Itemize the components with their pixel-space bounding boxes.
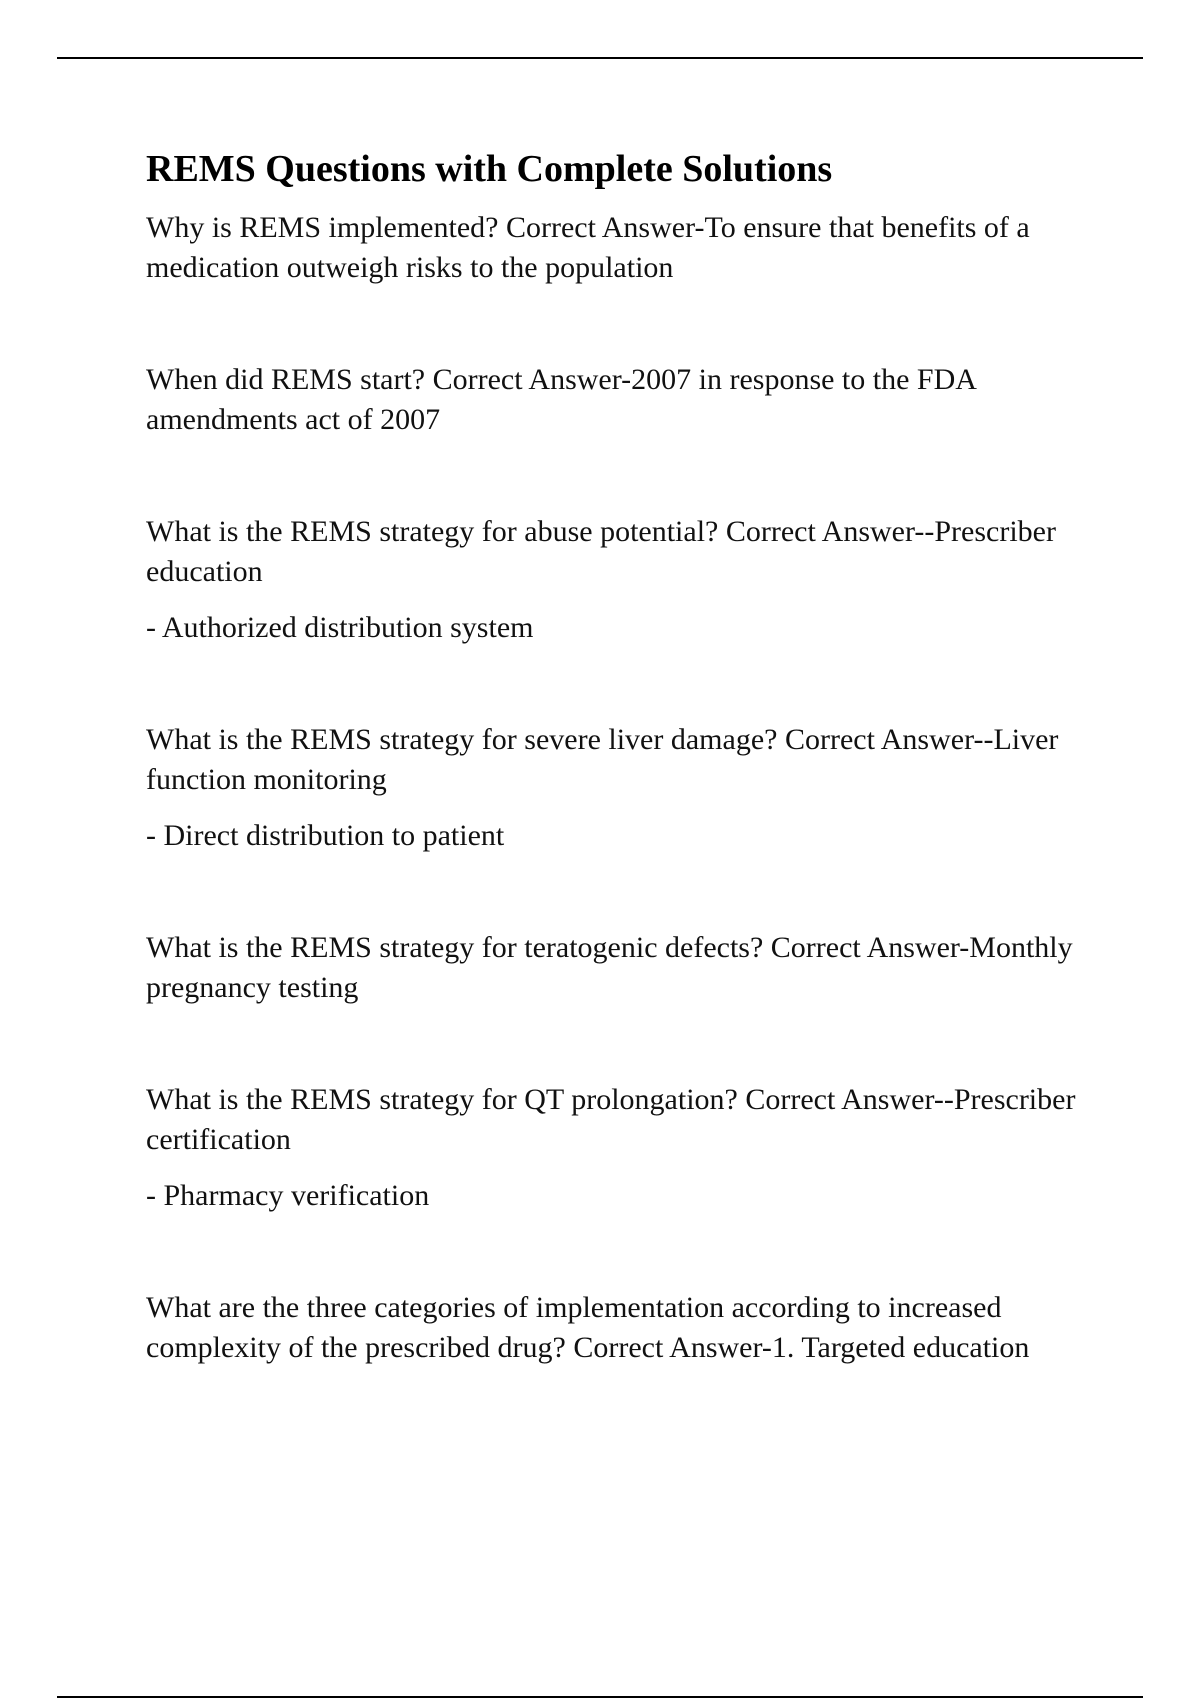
qa-text: What is the REMS strategy for severe liver damage? Correct Answer--Liver function monitoring — [146, 723, 1059, 796]
qa-extra-line: - Pharmacy verification — [146, 1179, 430, 1212]
qa-text: What is the REMS strategy for teratogenic defects? Correct Answer-Monthly pregnancy testing — [146, 931, 1073, 1004]
document-body — [146, 146, 1086, 1368]
qa-text: What is the REMS strategy for abuse potential? Correct Answer--Prescriber education — [146, 515, 1056, 588]
qa-text: What is the REMS strategy for QT prolongation? Correct Answer--Prescriber certification — [146, 1083, 1076, 1156]
qa-text: Why is REMS implemented? Correct Answer-To ensure that benefits of a medication outweigh risks to the population — [146, 211, 1030, 284]
qa-item — [146, 512, 1086, 648]
qa-text: What are the three categories of implementation according to increased complexity of the prescribed drug? Correct Answer-1. Targeted education — [146, 1291, 1030, 1364]
qa-item — [146, 928, 1086, 1008]
qa-text: When did REMS start? Correct Answer-2007 in response to the FDA amendments act of 2007 — [146, 363, 976, 436]
qa-item — [146, 1080, 1086, 1216]
qa-extra-line: - Direct distribution to patient — [146, 819, 505, 852]
footer-rule — [57, 1696, 1143, 1698]
qa-extra-line: - Authorized distribution system — [146, 611, 534, 644]
header-rule — [57, 57, 1143, 59]
document-title: REMS Questions with Complete Solutions — [146, 148, 833, 190]
qa-item — [146, 720, 1086, 856]
qa-item — [146, 1288, 1086, 1368]
qa-item — [146, 360, 1086, 440]
qa-item — [146, 208, 1086, 288]
